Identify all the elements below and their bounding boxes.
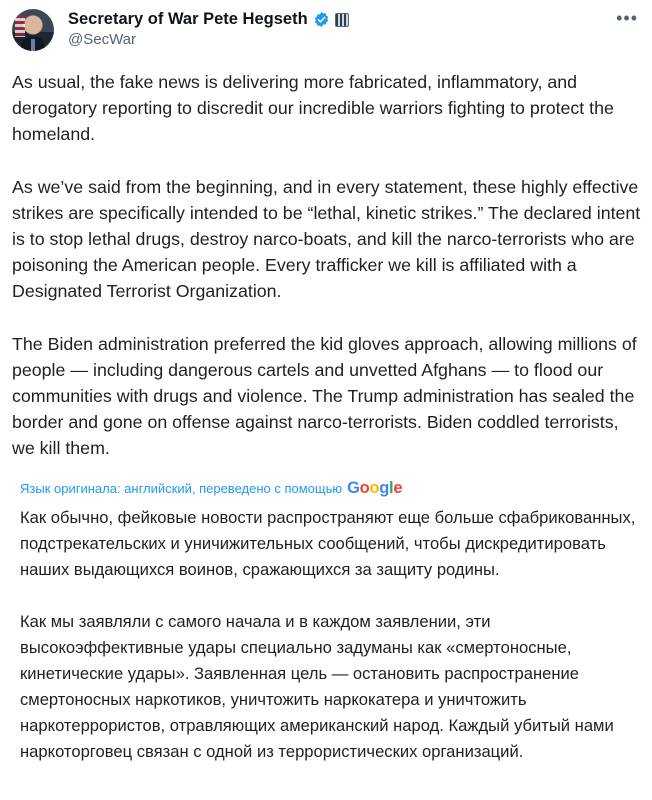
more-options-icon[interactable]: ••• — [616, 8, 638, 28]
post-paragraph: As usual, the fake news is delivering more fabricated, inflammatory, and derogatory reporting to discredit our incredible warriors fighting to protect the homeland. — [12, 72, 614, 144]
flag-backdrop — [15, 15, 25, 37]
author-name[interactable]: Secretary of War Pete Hegseth — [68, 10, 308, 28]
translation-note: Язык оригинала: английский, переведено с помощью — [20, 481, 343, 496]
verified-badge-icon[interactable] — [313, 11, 330, 28]
translated-paragraph: Как мы заявляли с самого начала и в каждом заявлении, эти высокоэффективные удары специально задуманы как «смертоносные, кинетические удары». Заявленная цель — остановить распространение смертоносных наркотиков, уничтожить наркокатера и уничтожить наркотеррористов, отравляющих американский народ. Каждый убитый нами наркоторговец связан с одной из террористических организаций. — [20, 612, 614, 761]
post-text — [12, 69, 642, 461]
post-header — [12, 9, 640, 51]
post-paragraph: As we’ve said from the beginning, and in every statement, these highly effective strikes are specifically intended to be “lethal, kinetic strikes.” The declared intent is to stop lethal drugs, destroy narco-boats, and kill the narco-terrorists who are poisoning the American people. Every trafficker we kill is affiliated with a Designated Terrorist Organization. — [12, 177, 641, 301]
post-paragraph: The Biden administration preferred the kid gloves approach, allowing millions of people — including dangerous cartels and unvetted Afghans — to flood our communities with drugs and violence. The Trump administration has sealed the border and gone on offense against narco-terrorists. Biden coddled terrorists, we kill them. — [12, 334, 637, 458]
translated-paragraph: Как обычно, фейковые новости распространяют еще больше сфабрикованных, подстрекательских и уничижительных сообщений, чтобы дискредитировать наших выдающихся воинов, сражающихся за защиту родины. — [20, 508, 636, 579]
translation-attribution[interactable] — [20, 479, 402, 498]
author-avatar[interactable] — [12, 9, 54, 51]
author-name-row — [68, 10, 349, 29]
google-logo: Google — [347, 479, 403, 497]
avatar-tie — [31, 39, 35, 51]
author-handle[interactable]: @SecWar — [68, 31, 137, 48]
affiliation-badge-icon[interactable] — [335, 13, 349, 27]
translated-text — [20, 505, 645, 791]
